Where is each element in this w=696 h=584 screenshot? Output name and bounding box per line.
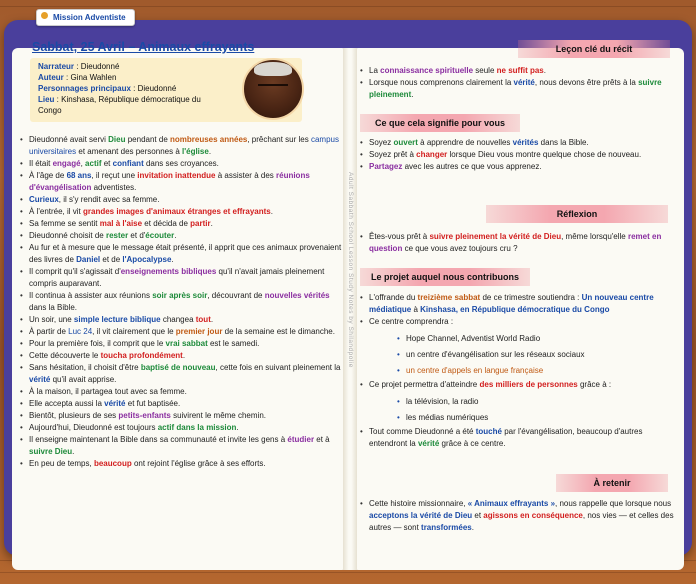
list-item-text: de ce trimestre soutiendra : xyxy=(480,293,582,302)
list-item-text: des milliers de personnes xyxy=(479,380,578,389)
list-item-text: toucha profondément xyxy=(100,351,183,360)
list-item-text: réunions d'évangélisation xyxy=(29,171,310,192)
list-item-text: de la semaine est le dimanche. xyxy=(222,327,335,336)
list-item-text: nouvelles vérités xyxy=(264,291,330,300)
list-item-text: avec les autres ce que vous apprenez. xyxy=(402,162,542,171)
list-item-text: soir après soir xyxy=(152,291,208,300)
list-item-text: vérités xyxy=(512,138,539,147)
sub-list-item: • un centre d'appels en langue française xyxy=(397,363,682,379)
sub-list xyxy=(397,331,682,379)
list-item-text: ce que vous avez toujours cru ? xyxy=(402,244,518,253)
banner-projet: Le projet auquel nous contribuons xyxy=(360,268,530,286)
list-item-text: « Animaux effrayants » xyxy=(467,499,556,508)
list-item xyxy=(20,386,342,398)
page-title: Sabbat, 25 Avril – Animaux effrayants xyxy=(32,40,255,54)
list-item-text: treizième sabbat xyxy=(417,293,481,302)
list-item xyxy=(20,194,342,206)
list-item-text: , nous devons être prêts à la xyxy=(534,78,639,87)
list-item xyxy=(20,458,342,470)
retenir-list xyxy=(360,498,680,534)
list-item-text: Luc 24 xyxy=(68,327,93,336)
list-item-text: touché xyxy=(475,427,502,436)
sub-list xyxy=(397,394,682,426)
list-item-text: engagé xyxy=(52,159,81,168)
list-item-text: . xyxy=(543,66,546,75)
list-item-text: , il vit clairement que le xyxy=(92,327,176,336)
sub-list-item: • la télévision, la radio xyxy=(397,394,682,410)
list-item-text: , il reçut une xyxy=(91,171,138,180)
list-item-text: et amenant des personnes à xyxy=(76,147,182,156)
banner-reflexion: Réflexion xyxy=(486,205,668,223)
avatar-hair xyxy=(254,62,292,76)
list-item xyxy=(20,290,342,314)
list-item-text: dans la Bible. xyxy=(29,303,78,312)
info-narrateur: Narrateur : Dieudonné xyxy=(38,62,120,71)
list-item-text: Soyez xyxy=(369,138,394,147)
list-item-text: campus universitaires xyxy=(29,135,339,156)
list-item-text: Dieudonné avait servi xyxy=(29,135,109,144)
list-item-text: , xyxy=(80,159,86,168)
banner-retenir: À retenir xyxy=(556,474,668,492)
list-item-text: dans ses croyances. xyxy=(143,159,219,168)
list-item-text: Tout comme Dieudonné a été xyxy=(369,427,476,436)
list-item-text: ouvert xyxy=(393,138,418,147)
list-item-text: Partagez xyxy=(369,162,403,171)
list-item-text: changer xyxy=(416,150,448,159)
list-item-text: . xyxy=(210,315,214,324)
list-item-text: simple lecture biblique xyxy=(73,315,161,324)
list-item-text: Sa femme se sentit xyxy=(29,219,100,228)
list-item-text: , découvrant de xyxy=(207,291,265,300)
info-lieu: Lieu : Kinshasa, République démocratique du Congo xyxy=(38,95,201,115)
list-item-text: et d' xyxy=(128,231,146,240)
list-item xyxy=(20,266,342,290)
list-item-text: pendant de xyxy=(125,135,170,144)
list-item xyxy=(20,134,342,158)
list-item xyxy=(20,242,342,266)
list-item-text: Au fur et à mesure que le message était présenté, il apprit que ces animaux provenaient des livres de xyxy=(29,243,342,264)
list-item-text: Pour la première fois, il comprit que le xyxy=(29,339,166,348)
sub-list-item: • un centre d'évangélisation sur les réseaux sociaux xyxy=(397,347,682,363)
list-item-text: L'offrande du xyxy=(369,293,418,302)
signifie-list xyxy=(360,137,680,173)
list-item-text: vérité xyxy=(417,439,440,448)
list-item xyxy=(360,498,680,534)
list-item-text: , prêchant sur les xyxy=(247,135,311,144)
projet-list xyxy=(360,292,682,450)
list-item-text: La xyxy=(369,66,381,75)
list-item-text: À l'âge de xyxy=(29,171,67,180)
list-item-text: vérité xyxy=(513,78,535,87)
info-value: Dieudonné xyxy=(80,62,120,71)
list-item-text: . xyxy=(210,219,213,228)
list-item-text: tout xyxy=(195,315,211,324)
pin-icon xyxy=(41,12,48,19)
list-item-text: Curieux xyxy=(29,195,59,204)
list-item xyxy=(20,338,342,350)
list-item xyxy=(20,314,342,326)
list-item xyxy=(20,362,342,386)
list-item xyxy=(360,77,680,101)
list-item xyxy=(360,161,680,173)
list-item-text: beaucoup xyxy=(93,459,132,468)
list-item-text: Un soir, une xyxy=(29,315,74,324)
list-item-text: partir xyxy=(190,219,211,228)
list-item xyxy=(360,149,680,161)
list-item-text: l'Apocalypse xyxy=(122,255,172,264)
reflexion-list xyxy=(360,231,680,255)
list-item xyxy=(20,170,342,194)
list-item-text: Êtes-vous prêt à xyxy=(369,232,430,241)
list-item-text: À la maison, il partagea tout avec sa femme. xyxy=(29,387,187,396)
list-item-text: à assister à des xyxy=(215,171,276,180)
list-item-text: . xyxy=(471,523,474,532)
list-item xyxy=(20,350,342,362)
list-item-text: . xyxy=(171,255,174,264)
list-item-text: grandes images d'animaux étranges et effrayants xyxy=(83,207,271,216)
list-item-text: , il s'y rendit avec sa femme. xyxy=(58,195,160,204)
list-item xyxy=(360,379,682,426)
list-item-text: transformées xyxy=(421,523,472,532)
list-item-text: acceptons la vérité de Dieu xyxy=(369,511,473,520)
list-item-text: à apprendre de nouvelles xyxy=(417,138,513,147)
list-item-text: et xyxy=(472,511,484,520)
lecon-list xyxy=(360,65,680,101)
list-item-text: et de xyxy=(100,255,123,264)
list-item-text: et à xyxy=(314,435,330,444)
list-item xyxy=(360,231,680,255)
list-item-text: suivre pleinement xyxy=(369,78,662,99)
info-value: Dieudonné xyxy=(137,84,177,93)
info-auteur: Auteur : Gina Wahlen xyxy=(38,73,117,82)
list-item-text: vrai sabbat xyxy=(165,339,208,348)
sub-list-item: • les médias numériques xyxy=(397,410,682,426)
list-item-text: . xyxy=(236,423,239,432)
list-item-text: . xyxy=(411,90,414,99)
list-item-text: En peu de temps, xyxy=(29,459,94,468)
list-item-text: Cette découverte le xyxy=(29,351,101,360)
mission-tag-label: Mission Adventiste xyxy=(53,13,126,22)
list-item-text: est le samedi. xyxy=(207,339,260,348)
info-label: Lieu xyxy=(38,95,55,104)
list-item-text: et décida de xyxy=(142,219,191,228)
list-item-text: lorsque Dieu vous montre quelque chose de nouveau. xyxy=(447,150,642,159)
list-item-text: Daniel xyxy=(76,255,101,264)
list-item-text: enseignements bibliques xyxy=(120,267,217,276)
list-item-text: . xyxy=(208,147,212,156)
list-item-text: Cette histoire missionnaire, xyxy=(369,499,468,508)
list-item xyxy=(20,326,342,338)
list-item xyxy=(20,410,342,422)
banner-signifie: Ce que cela signifie pour vous xyxy=(360,114,520,132)
list-item-text: adventistes. xyxy=(91,183,137,192)
list-item-text: grâce à : xyxy=(577,380,612,389)
list-item-text: . xyxy=(182,351,186,360)
list-item-text: , même lorsqu'elle xyxy=(561,232,628,241)
list-item-text: petits-enfants xyxy=(118,411,171,420)
list-item-text: rester xyxy=(105,231,129,240)
list-item-text: mal à l'aise xyxy=(99,219,143,228)
info-label: Personnages principaux xyxy=(38,84,131,93)
list-item-text: . xyxy=(270,207,273,216)
info-personnages: Personnages principaux : Dieudonné xyxy=(38,84,177,93)
list-item-text: Ce projet permettra d'atteindre xyxy=(369,380,480,389)
avatar-glasses xyxy=(258,84,288,88)
list-item-text: écouter xyxy=(145,231,175,240)
list-item-text: grâce à ce centre. xyxy=(439,439,506,448)
list-item-text: À l'entrée, il vit xyxy=(29,207,83,216)
list-item-text: À partir de xyxy=(29,327,69,336)
list-item-text: agissons en conséquence xyxy=(483,511,583,520)
list-item-text: connaissance spirituelle xyxy=(380,66,474,75)
list-item-text: 68 ans xyxy=(66,171,92,180)
list-item xyxy=(360,316,682,379)
list-item-text: qu'il avait apprise. xyxy=(50,375,117,384)
list-item-text: confiant xyxy=(112,159,144,168)
list-item-text: et fut baptisée. xyxy=(125,399,181,408)
mission-tag xyxy=(36,9,135,26)
list-item-text: baptisé de nouveau xyxy=(140,363,216,372)
list-item-text: Il enseigne maintenant la Bible dans sa communauté et invite les gens à xyxy=(29,435,288,444)
list-item-text: ne suffit pas xyxy=(496,66,544,75)
list-item-text: Il comprit qu'il s'agissait d' xyxy=(29,267,121,276)
list-item-text: Un nouveau centre médiatique xyxy=(369,293,654,314)
watermark: Adult Sabbath School Lesson Study Notes by Shilandpolie xyxy=(347,172,354,368)
list-item-text: Il était xyxy=(29,159,53,168)
list-item-text: Dieu xyxy=(108,135,126,144)
sub-list-item: • Hope Channel, Adventist World Radio xyxy=(397,331,682,347)
list-item-text: , cette fois en suivant pleinement la xyxy=(215,363,341,372)
list-item-text: . xyxy=(72,447,75,456)
list-item xyxy=(360,65,680,77)
avatar xyxy=(242,58,304,120)
list-item-text: Kinshasa, en République démocratique du Congo xyxy=(420,305,610,314)
list-item-text: Il continua à assister aux réunions xyxy=(29,291,153,300)
list-item-text: Sans hésitation, il choisit d'être xyxy=(29,363,141,372)
list-item-text: Bientôt, plusieurs de ses xyxy=(29,411,119,420)
list-item-text: actif dans la mission xyxy=(157,423,237,432)
list-item-text: , nos vies — et celles des autres — sont xyxy=(369,511,674,532)
banner-lecon: Leçon clé du récit xyxy=(518,40,670,58)
list-item-text: nombreuses années xyxy=(169,135,248,144)
list-item-text: . xyxy=(174,231,177,240)
list-item-text: à xyxy=(411,305,421,314)
list-item-text: invitation inattendue xyxy=(137,171,216,180)
list-item xyxy=(20,218,342,230)
info-label: Auteur xyxy=(38,73,64,82)
list-item xyxy=(360,137,680,149)
list-item-text: par l'évangélisation, beaucoup d'autres entendront la xyxy=(369,427,643,448)
info-value: Kinshasa, République démocratique du Congo xyxy=(38,95,201,115)
list-item-text: ont rejoint l'église grâce à ses efforts. xyxy=(131,459,266,468)
list-item-text: Aujourd'hui, Dieudonné est toujours xyxy=(29,423,158,432)
list-item-text: suivirent le même chemin. xyxy=(170,411,266,420)
list-item-text: étudier xyxy=(287,435,315,444)
list-item-text: Elle accepta aussi la xyxy=(29,399,105,408)
list-item-text: suivre pleinement la vérité de Dieu xyxy=(429,232,562,241)
list-item-text: remet en question xyxy=(369,232,662,253)
list-item-text: seule xyxy=(473,66,497,75)
list-item-text: vérité xyxy=(29,375,51,384)
list-item-text: Soyez prêt à xyxy=(369,150,417,159)
list-item-text: suivre Dieu xyxy=(29,447,73,456)
list-item-text: vérité xyxy=(104,399,126,408)
list-item-text: Dieudonné choisit de xyxy=(29,231,106,240)
list-item xyxy=(20,230,342,242)
list-item-text: Lorsque nous comprenons clairement la xyxy=(369,78,514,87)
info-label: Narrateur xyxy=(38,62,75,71)
list-item xyxy=(360,292,682,316)
list-item-text: changea xyxy=(160,315,196,324)
info-value: Gina Wahlen xyxy=(70,73,117,82)
list-item xyxy=(360,426,682,450)
list-item-text: Ce centre comprendra : xyxy=(369,317,454,326)
list-item-text: l'église xyxy=(182,147,209,156)
list-item-text: premier jour xyxy=(175,327,223,336)
list-item-text: dans la Bible. xyxy=(538,138,589,147)
list-item xyxy=(20,422,342,434)
list-item-text: actif xyxy=(85,159,102,168)
list-item xyxy=(20,158,342,170)
list-item-text: qu'il n'avait jamais pleinement compris auparavant. xyxy=(29,267,325,288)
list-item xyxy=(20,206,342,218)
list-item-text: et xyxy=(101,159,113,168)
story-list xyxy=(20,134,342,470)
list-item-text: , nous rappelle que lorsque nous xyxy=(555,499,672,508)
list-item xyxy=(20,398,342,410)
list-item xyxy=(20,434,342,458)
